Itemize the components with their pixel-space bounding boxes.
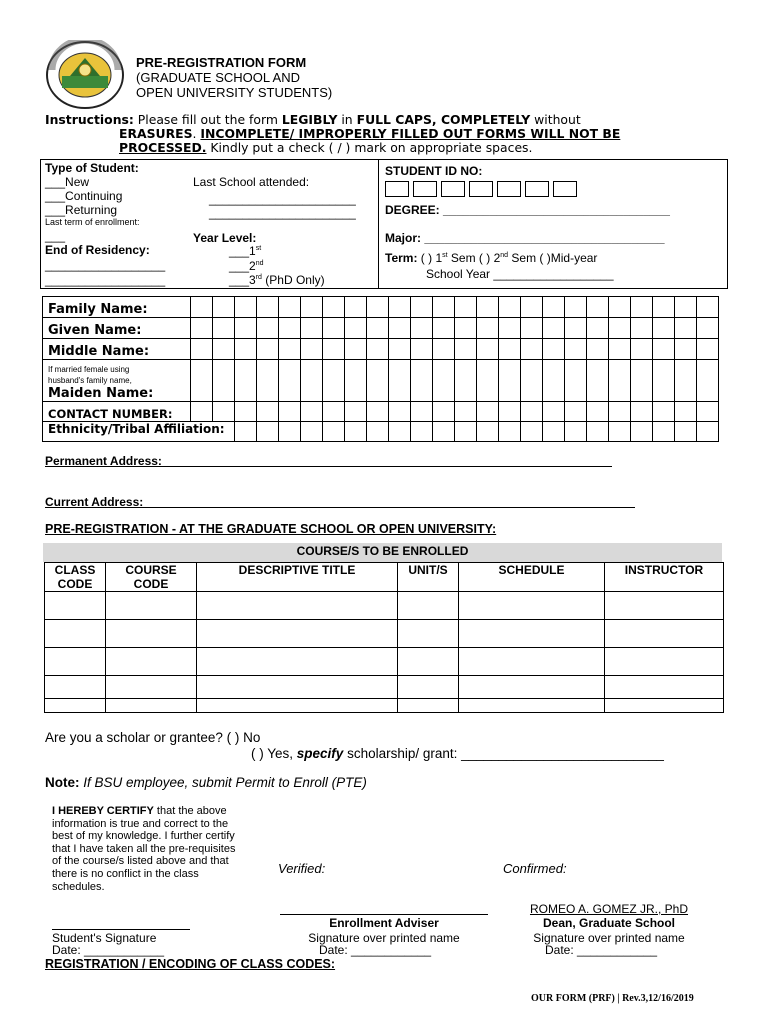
continuing-checkbox[interactable]: ___Continuing <box>45 189 123 203</box>
certify-line: schedules. <box>52 880 105 893</box>
scholar-yes-option[interactable] <box>251 746 664 761</box>
courses-table <box>44 562 724 713</box>
current-address-label: Current Address: <box>45 495 144 509</box>
col-text: CLASS <box>54 563 96 577</box>
certify-bold: I HEREBY CERTIFY <box>52 805 154 817</box>
id-digit-box[interactable] <box>441 181 465 197</box>
married-note: If married female using <box>48 365 130 374</box>
new-checkbox[interactable]: ___New <box>45 175 90 189</box>
contact-number-label: CONTACT NUMBER: <box>43 402 191 422</box>
family-name-label: Family Name: <box>43 297 191 318</box>
course-row[interactable] <box>45 620 724 648</box>
form-subtitle-2: OPEN UNIVERSITY STUDENTS) <box>136 85 333 100</box>
instr-erasures: ERASURES <box>119 126 193 141</box>
col-text: CODE <box>133 577 169 591</box>
last-school-field-2[interactable]: ______________________ <box>209 206 356 220</box>
middle-name-label: Middle Name: <box>43 339 191 360</box>
year-3-suffix: rd <box>255 274 262 281</box>
col-schedule: SCHEDULE <box>459 563 605 592</box>
col-class-code <box>45 563 106 592</box>
col-course-code <box>106 563 197 592</box>
registration-encoding-heading: REGISTRATION / ENCODING OF CLASS CODES: <box>45 957 336 971</box>
year-level-label: Year Level: <box>193 231 257 245</box>
term-midyear: Sem ( )Mid-year <box>508 251 598 265</box>
certify-line: best of my knowledge. I further certify <box>52 830 235 843</box>
student-id-label: STUDENT ID NO: <box>385 164 483 178</box>
bsu-employee-note <box>45 775 367 790</box>
verified-label: Verified: <box>278 861 326 876</box>
form-code: OUR FORM (PRF) | Rev.3,12/16/2019 <box>531 993 694 1004</box>
id-digit-box[interactable] <box>385 181 409 197</box>
certify-line: that the above <box>153 805 227 817</box>
permanent-address-line[interactable] <box>45 466 612 467</box>
scholar-question[interactable]: Are you a scholar or grantee? ( ) No <box>45 730 261 745</box>
instr-processed: PROCESSED. <box>119 140 207 155</box>
term-2nd: Sem ( ) 2 <box>447 251 501 265</box>
certify-line: information is true and correct to the <box>52 817 229 830</box>
form-title: PRE-REGISTRATION FORM <box>136 55 307 70</box>
major-field[interactable]: Major: ____________________________________ <box>385 231 665 245</box>
instr-text: without <box>530 112 581 127</box>
id-digit-box[interactable] <box>497 181 521 197</box>
certify-line: there is no conflict in the class <box>52 867 199 880</box>
instr-warning: INCOMPLETE/ IMPROPERLY FILLED OUT FORMS WILL NOT BE <box>200 126 621 141</box>
year-1-text: ___1 <box>229 244 256 258</box>
prereg-heading: PRE-REGISTRATION - AT THE GRADUATE SCHOOL OR OPEN UNIVERSITY: <box>45 522 497 536</box>
ethnicity-label: Ethnicity/Tribal Affiliation: <box>43 422 235 442</box>
last-term-label: Last term of enrollment: <box>45 217 140 227</box>
term-1st: ( ) 1 <box>417 251 443 265</box>
school-year-field[interactable]: School Year __________________ <box>426 267 614 281</box>
instr-check-note: Kindly put a check ( / ) mark on appropriate spaces. <box>206 140 533 155</box>
maiden-name-label: Maiden Name: <box>48 386 154 401</box>
enrollment-adviser-label: Enrollment Adviser <box>329 916 439 930</box>
given-name-label: Given Name: <box>43 318 191 339</box>
end-of-residency-label: End of Residency: <box>45 243 150 257</box>
col-instructor: INSTRUCTOR <box>605 563 724 592</box>
university-seal-logo <box>40 40 130 110</box>
term-suffix: st <box>442 252 448 259</box>
student-signature-line[interactable] <box>52 929 190 930</box>
year-1-suffix: st <box>255 245 262 252</box>
id-digit-box[interactable] <box>553 181 577 197</box>
scholar-grant-field: scholarship/ grant: ___________________________ <box>343 746 664 761</box>
note-label: Note: <box>45 775 80 790</box>
last-term-field[interactable]: ___ <box>45 229 66 243</box>
certify-line: of the course/s listed above and that <box>52 855 229 868</box>
instr-fullcaps: FULL CAPS, COMPLETELY <box>356 112 531 127</box>
id-digit-box[interactable] <box>413 181 437 197</box>
name-grid <box>42 296 719 442</box>
dean-title: Dean, Graduate School <box>542 916 676 930</box>
degree-field[interactable]: DEGREE: __________________________________ <box>385 203 670 217</box>
certify-line: that I have taken all the pre-requisites <box>52 842 236 855</box>
scholar-specify: specify <box>296 746 344 761</box>
last-school-label: Last School attended: <box>193 175 310 189</box>
year-1-checkbox[interactable] <box>229 244 261 258</box>
col-text: CODE <box>57 577 93 591</box>
year-2-text: ___2 <box>229 259 256 273</box>
instr-text: in <box>337 112 357 127</box>
course-row[interactable] <box>45 648 724 676</box>
dean-name: ROMEO A. GOMEZ JR., PhD <box>529 902 689 916</box>
col-descriptive-title: DESCRIPTIVE TITLE <box>197 563 398 592</box>
course-row[interactable] <box>45 592 724 620</box>
id-digit-box[interactable] <box>525 181 549 197</box>
scholar-yes-text: ( ) Yes, <box>251 746 297 761</box>
course-row[interactable] <box>45 676 724 699</box>
residency-field-1[interactable]: __________________ <box>45 258 166 272</box>
course-row[interactable] <box>45 699 724 713</box>
residency-field-2[interactable]: __________________ <box>45 273 166 287</box>
instructions-label: Instructions: <box>45 112 134 127</box>
year-2-suffix: nd <box>255 260 264 267</box>
col-text: COURSE <box>125 563 177 577</box>
type-of-student-label: Type of Student: <box>45 161 139 175</box>
year-3-note: (PhD Only) <box>261 273 325 287</box>
term-selector[interactable] <box>385 251 597 265</box>
student-date-field[interactable]: Date: ____________ <box>52 943 165 957</box>
confirmed-label: Confirmed: <box>503 861 567 876</box>
permanent-address-label: Permanent Address: <box>45 454 162 468</box>
married-note: husband's family name, <box>48 376 132 385</box>
term-suffix: nd <box>500 252 509 259</box>
instr-text: Please fill out the form <box>133 112 282 127</box>
term-label: Term: <box>385 251 418 265</box>
courses-bar: COURSE/S TO BE ENROLLED <box>43 543 722 562</box>
instructions <box>45 113 735 155</box>
certification-text <box>52 805 235 893</box>
current-address-line[interactable] <box>45 507 635 508</box>
year-3-text: ___3 <box>229 273 256 287</box>
instr-legibly: LEGIBLY <box>281 112 338 127</box>
dean-sig-note: Signature over printed name <box>533 931 685 945</box>
adviser-date-field[interactable]: Date: ____________ <box>319 943 432 957</box>
year-2-checkbox[interactable] <box>229 259 264 273</box>
form-subtitle-1: (GRADUATE SCHOOL AND <box>136 70 300 85</box>
note-text: If BSU employee, submit Permit to Enroll (PTE) <box>79 775 367 790</box>
year-3-checkbox[interactable] <box>229 273 325 287</box>
maiden-name-cell <box>43 360 191 402</box>
last-school-field-1[interactable]: ______________________ <box>209 192 356 206</box>
adviser-signature-line[interactable] <box>280 914 488 915</box>
instr-text: . <box>192 126 201 141</box>
adviser-sig-note: Signature over printed name <box>308 931 460 945</box>
student-signature-label: Student's Signature <box>52 931 157 945</box>
id-digit-box[interactable] <box>469 181 493 197</box>
student-info-box <box>40 159 728 289</box>
dean-date-field[interactable]: Date: ____________ <box>545 943 658 957</box>
col-units: UNIT/S <box>398 563 459 592</box>
returning-checkbox[interactable]: ___Returning <box>45 203 118 217</box>
